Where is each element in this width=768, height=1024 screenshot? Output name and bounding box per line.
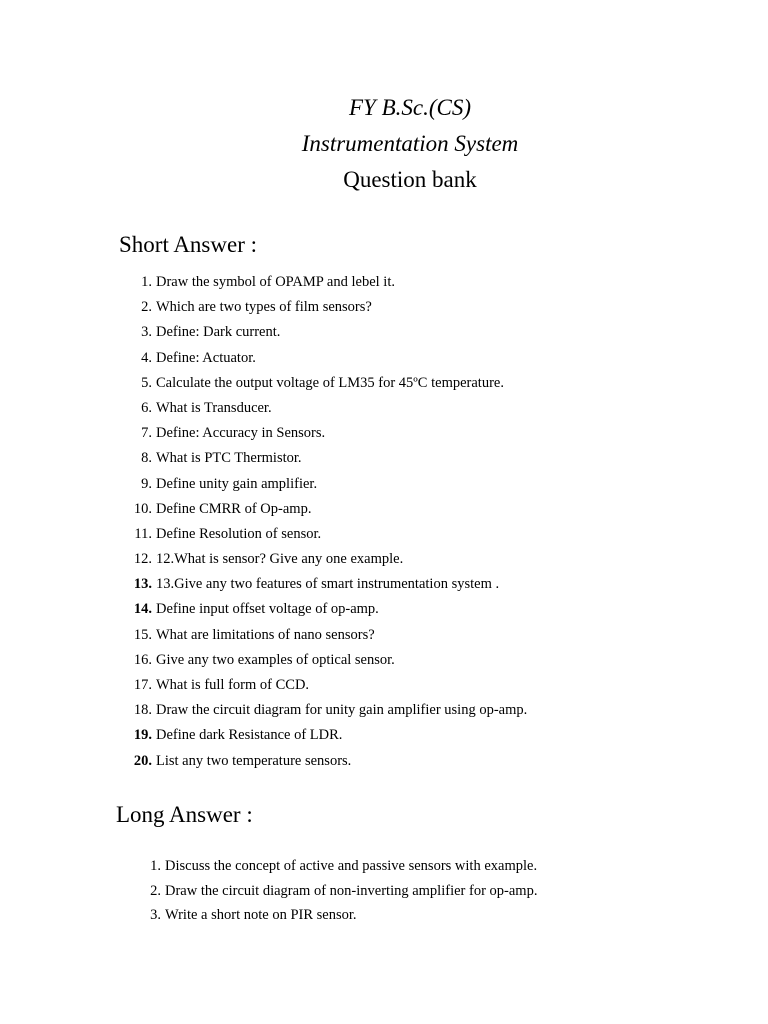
question-text: Define: Actuator.	[156, 349, 256, 366]
question-number: 16.	[133, 651, 152, 668]
question-number: 5.	[141, 374, 152, 391]
question-text: What is full form of CCD.	[156, 677, 310, 693]
question-number: 4.	[141, 349, 152, 366]
question-item	[141, 423, 527, 448]
long-answer-heading: Long Answer :	[116, 802, 253, 827]
question-number: 15.	[133, 626, 152, 643]
question-text: List any two temperature sensors.	[156, 752, 352, 769]
question-number: 17.	[133, 677, 152, 693]
long-answer-list	[150, 856, 538, 930]
question-number: 20.	[133, 752, 152, 769]
question-number: 19.	[133, 727, 152, 744]
question-item	[141, 373, 527, 398]
question-number: 12.	[133, 551, 152, 568]
question-number: 18.	[133, 702, 152, 719]
short-answer-heading: Short Answer :	[119, 232, 257, 257]
question-item	[133, 751, 527, 776]
question-text: 13.Give any two features of smart instrumentation system .	[156, 576, 500, 593]
question-text: 12.What is sensor? Give any one example.	[156, 551, 404, 568]
document-type-title: Question bank	[343, 167, 477, 192]
question-text: Define unity gain amplifier.	[156, 475, 318, 492]
question-item	[141, 348, 527, 373]
question-text: Define dark Resistance of LDR.	[156, 727, 343, 744]
question-item	[133, 574, 527, 599]
question-text: Calculate the output voltage of LM35 for 45ºC temperature.	[156, 374, 504, 391]
question-item	[141, 272, 527, 297]
question-item	[150, 856, 538, 881]
question-item	[133, 675, 527, 700]
question-item	[141, 322, 527, 347]
course-title: FY B.Sc.(CS)	[348, 95, 471, 120]
subject-title: Instrumentation System	[301, 131, 519, 156]
question-item	[133, 700, 528, 725]
question-text: Define: Accuracy in Sensors.	[156, 425, 326, 442]
question-text: Draw the circuit diagram of non-inverting amplifier for op-amp.	[165, 882, 538, 899]
question-text: Write a short note on PIR sensor.	[165, 907, 357, 923]
question-item	[133, 549, 527, 574]
question-item	[133, 599, 527, 624]
question-number: 14.	[133, 601, 152, 618]
question-text: Discuss the concept of active and passive sensors with example.	[165, 858, 538, 874]
question-number: 1.	[150, 858, 161, 874]
question-text: Define CMRR of Op-amp.	[156, 500, 312, 517]
question-text: Draw the circuit diagram for unity gain amplifier using op-amp.	[156, 702, 528, 719]
question-text: Define: Dark current.	[156, 324, 281, 341]
question-text: Which are two types of film sensors?	[156, 299, 372, 316]
question-number: 2.	[141, 299, 152, 316]
question-number: 11.	[134, 525, 152, 542]
question-number: 10.	[133, 500, 152, 517]
question-item	[141, 398, 527, 423]
question-number: 6.	[141, 399, 152, 416]
question-item	[133, 650, 527, 675]
question-number: 13.	[133, 576, 152, 593]
question-text: Draw the symbol of OPAMP and lebel it.	[156, 274, 395, 290]
question-text: Define input offset voltage of op-amp.	[156, 601, 379, 618]
short-answer-list	[133, 272, 528, 776]
question-item	[141, 474, 527, 499]
document-title-block	[0, 90, 768, 198]
question-item	[133, 625, 527, 650]
question-text: What are limitations of nano sensors?	[156, 626, 375, 643]
question-item	[150, 905, 537, 930]
question-item	[141, 297, 527, 322]
question-item	[150, 881, 538, 906]
question-number: 3.	[150, 907, 161, 923]
question-item	[134, 524, 527, 549]
question-number: 1.	[141, 274, 152, 290]
question-text: Define Resolution of sensor.	[156, 525, 322, 542]
question-number: 2.	[150, 882, 161, 899]
question-item	[133, 725, 527, 750]
question-number: 7.	[141, 425, 152, 442]
question-item	[133, 499, 527, 524]
question-text: Give any two examples of optical sensor.	[156, 651, 395, 668]
question-text: What is Transducer.	[156, 399, 272, 416]
question-number: 3.	[141, 324, 152, 341]
question-item	[141, 448, 527, 473]
question-text: What is PTC Thermistor.	[156, 450, 302, 467]
question-number: 8.	[141, 450, 152, 467]
question-number: 9.	[141, 475, 152, 492]
